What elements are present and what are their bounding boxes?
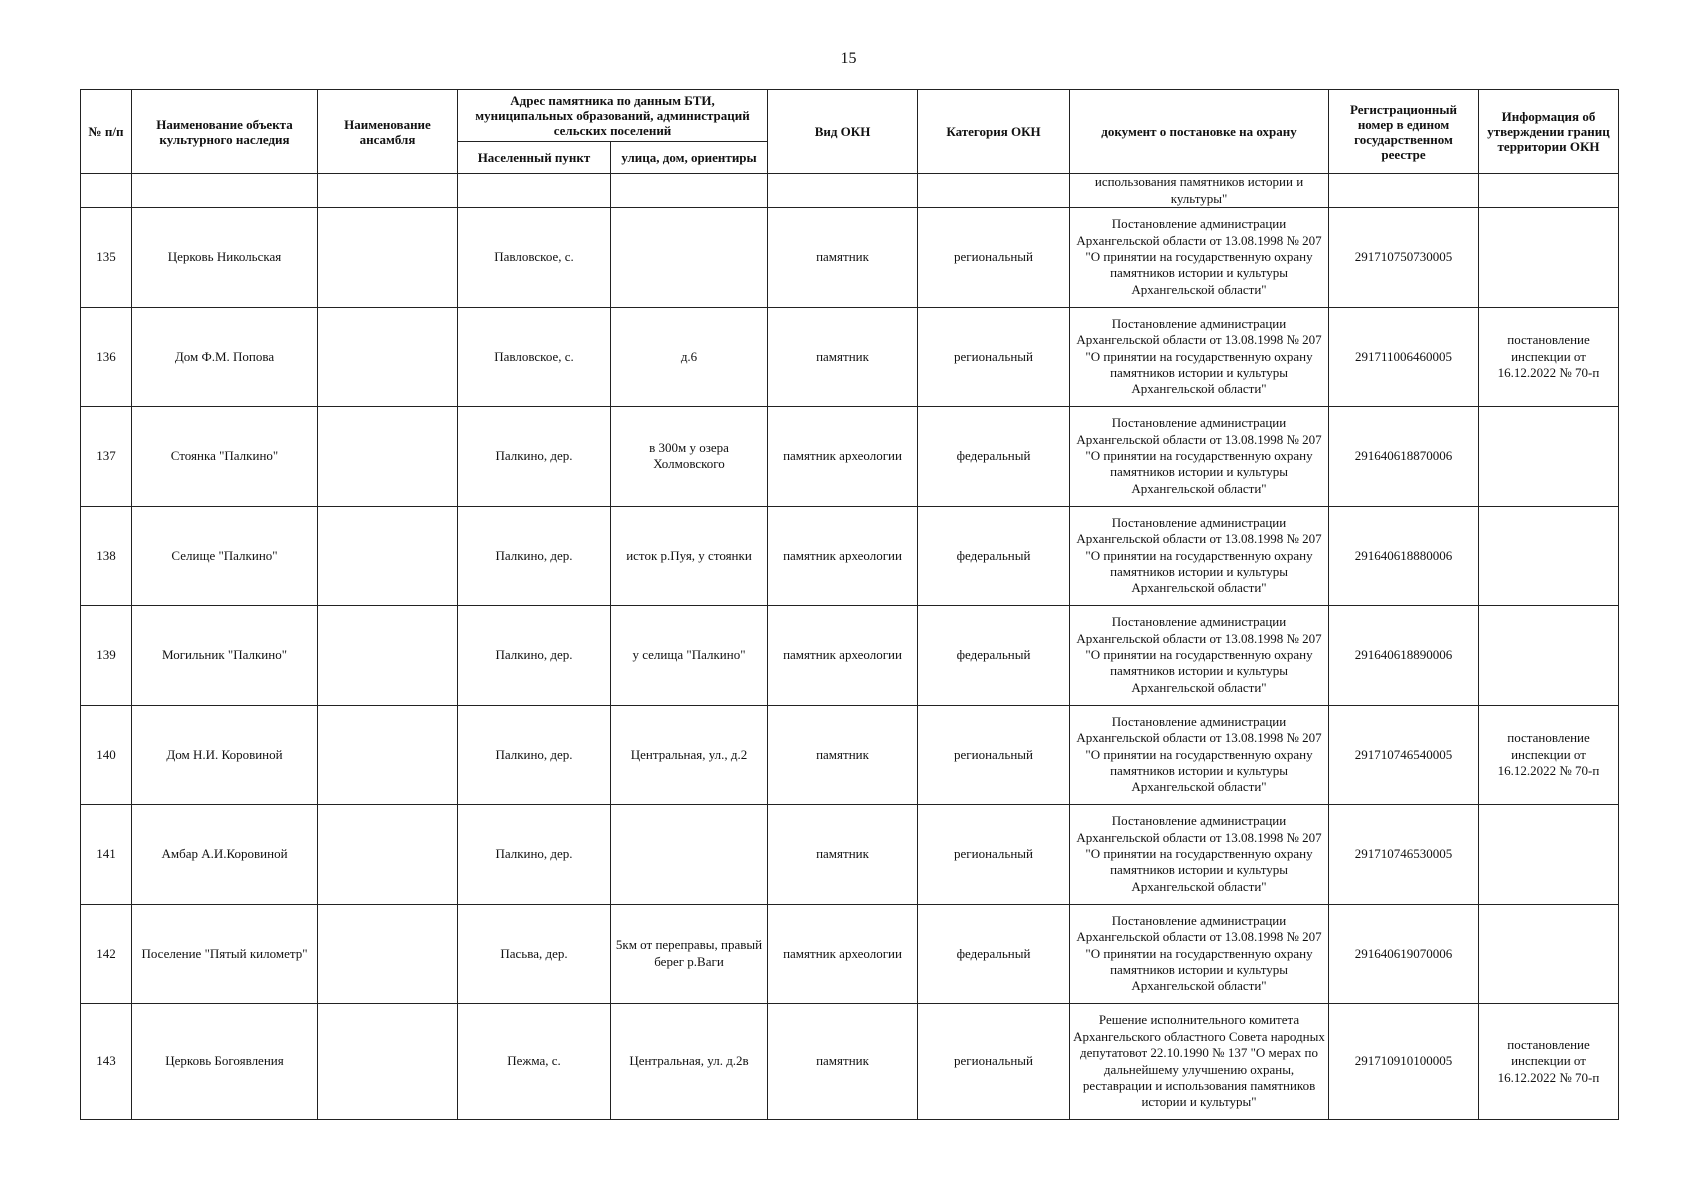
cell-category: региональный (918, 208, 1070, 308)
cell-street (611, 208, 768, 308)
cell-settlement: Павловское, с. (458, 208, 611, 308)
cell-num: 140 (81, 705, 132, 805)
cell-reg-number: 291710746540005 (1329, 705, 1479, 805)
cell-document: Постановление администрации Архангельской области от 13.08.1998 № 207 "О принятии на государственную охрану памятников истории и культуры Архангельской области" (1070, 705, 1329, 805)
cell-type: памятник археологии (768, 407, 918, 507)
cell-reg-number: 291640619070006 (1329, 904, 1479, 1004)
cell-document: Постановление администрации Архангельской области от 13.08.1998 № 207 "О принятии на государственную охрану памятников истории и культуры Архангельской области" (1070, 506, 1329, 606)
cell-street (611, 174, 768, 208)
cell-street: у селища "Палкино" (611, 606, 768, 706)
cell-category: федеральный (918, 904, 1070, 1004)
cell-ensemble (318, 174, 458, 208)
cell-num: 135 (81, 208, 132, 308)
cell-settlement: Палкино, дер. (458, 606, 611, 706)
cell-num: 142 (81, 904, 132, 1004)
cell-street: в 300м у озера Холмовского (611, 407, 768, 507)
cell-num: 143 (81, 1004, 132, 1120)
cell-settlement: Пежма, с. (458, 1004, 611, 1120)
cell-settlement: Палкино, дер. (458, 805, 611, 905)
cell-name (132, 174, 318, 208)
cell-document: Постановление администрации Архангельской области от 13.08.1998 № 207 "О принятии на государственную охрану памятников истории и культуры Архангельской области" (1070, 606, 1329, 706)
header-street: улица, дом, ориентиры (611, 142, 768, 174)
cell-name: Стоянка "Палкино" (132, 407, 318, 507)
cell-street: исток р.Пуя, у стоянки (611, 506, 768, 606)
cell-name: Амбар А.И.Коровиной (132, 805, 318, 905)
cell-category: региональный (918, 705, 1070, 805)
table-body (81, 174, 1619, 1120)
cell-category: региональный (918, 805, 1070, 905)
header-category: Категория ОКН (918, 90, 1070, 174)
cell-name: Селище "Палкино" (132, 506, 318, 606)
cell-reg-number: 291710910100005 (1329, 1004, 1479, 1120)
header-settlement: Населенный пункт (458, 142, 611, 174)
cell-category: федеральный (918, 606, 1070, 706)
cell-document: Постановление администрации Архангельской области от 13.08.1998 № 207 "О принятии на государственную охрану памятников истории и культуры Архангельской области" (1070, 904, 1329, 1004)
cell-settlement: Палкино, дер. (458, 407, 611, 507)
cell-type: памятник (768, 805, 918, 905)
cell-reg-number: 291640618890006 (1329, 606, 1479, 706)
cell-boundaries: постановление инспекции от 16.12.2022 № 70-п (1479, 307, 1619, 407)
cell-name: Поселение "Пятый километр" (132, 904, 318, 1004)
cell-name: Церковь Никольская (132, 208, 318, 308)
cell-type: памятник археологии (768, 506, 918, 606)
cell-category: региональный (918, 1004, 1070, 1120)
cell-type: памятник (768, 208, 918, 308)
cell-street: д.6 (611, 307, 768, 407)
page-number: 15 (840, 50, 857, 67)
header-document: документ о постановке на охрану (1070, 90, 1329, 174)
cell-category: региональный (918, 307, 1070, 407)
cell-reg-number: 291711006460005 (1329, 307, 1479, 407)
cell-num: 138 (81, 506, 132, 606)
cell-type: памятник археологии (768, 606, 918, 706)
cell-type: памятник (768, 705, 918, 805)
cell-street: Центральная, ул. д.2в (611, 1004, 768, 1120)
cell-reg-number: 291640618870006 (1329, 407, 1479, 507)
cell-street (611, 805, 768, 905)
cell-num: 139 (81, 606, 132, 706)
table-row (81, 805, 1619, 905)
cell-type (768, 174, 918, 208)
cell-reg-number (1329, 174, 1479, 208)
cell-reg-number: 291710746530005 (1329, 805, 1479, 905)
cell-category: федеральный (918, 506, 1070, 606)
cell-boundaries (1479, 407, 1619, 507)
cell-ensemble (318, 606, 458, 706)
cell-boundaries (1479, 904, 1619, 1004)
header-ensemble: Наименование ансамбля (318, 90, 458, 174)
header-reg-number: Регистрационный номер в едином государственном реестре (1329, 90, 1479, 174)
cell-boundaries (1479, 606, 1619, 706)
table-row (81, 606, 1619, 706)
cell-document: использования памятников истории и культуры" (1070, 174, 1329, 208)
cell-document: Постановление администрации Архангельской области от 13.08.1998 № 207 "О принятии на государственную охрану памятников истории и культуры Архангельской области" (1070, 407, 1329, 507)
header-type: Вид ОКН (768, 90, 918, 174)
table-row (81, 1004, 1619, 1120)
table-row (81, 307, 1619, 407)
cell-category: федеральный (918, 407, 1070, 507)
cell-ensemble (318, 208, 458, 308)
cell-document: Постановление администрации Архангельской области от 13.08.1998 № 207 "О принятии на государственную охрану памятников истории и культуры Архангельской области" (1070, 805, 1329, 905)
cell-category (918, 174, 1070, 208)
table-header (81, 90, 1619, 174)
cell-boundaries (1479, 174, 1619, 208)
cell-ensemble (318, 506, 458, 606)
cell-ensemble (318, 904, 458, 1004)
table-row (81, 904, 1619, 1004)
cell-settlement: Палкино, дер. (458, 506, 611, 606)
table-row-continuation (81, 174, 1619, 208)
cell-settlement: Пасьва, дер. (458, 904, 611, 1004)
cell-type: памятник (768, 307, 918, 407)
table-row (81, 705, 1619, 805)
header-address-group: Адрес памятника по данным БТИ, муниципальных образований, администраций сельских поселений (458, 90, 768, 142)
cell-num: 136 (81, 307, 132, 407)
cell-settlement: Павловское, с. (458, 307, 611, 407)
cell-num: 137 (81, 407, 132, 507)
cell-boundaries: постановление инспекции от 16.12.2022 № 70-п (1479, 705, 1619, 805)
cell-street: 5км от переправы, правый берег р.Ваги (611, 904, 768, 1004)
cell-name: Дом Ф.М. Попова (132, 307, 318, 407)
table-row (81, 407, 1619, 507)
cell-document: Постановление администрации Архангельской области от 13.08.1998 № 207 "О принятии на государственную охрану памятников истории и культуры Архангельской области" (1070, 307, 1329, 407)
cell-ensemble (318, 1004, 458, 1120)
cell-reg-number: 291640618880006 (1329, 506, 1479, 606)
header-num: № п/п (81, 90, 132, 174)
cell-type: памятник (768, 1004, 918, 1120)
cell-name: Дом Н.И. Коровиной (132, 705, 318, 805)
cell-settlement (458, 174, 611, 208)
cell-boundaries (1479, 805, 1619, 905)
cell-ensemble (318, 805, 458, 905)
table-row (81, 208, 1619, 308)
header-name: Наименование объекта культурного наследия (132, 90, 318, 174)
heritage-registry-table (80, 89, 1619, 1120)
cell-document: Постановление администрации Архангельской области от 13.08.1998 № 207 "О принятии на государственную охрану памятников истории и культуры Архангельской области" (1070, 208, 1329, 308)
cell-boundaries (1479, 506, 1619, 606)
cell-street: Центральная, ул., д.2 (611, 705, 768, 805)
cell-ensemble (318, 407, 458, 507)
cell-name: Церковь Богоявления (132, 1004, 318, 1120)
cell-type: памятник археологии (768, 904, 918, 1004)
cell-document: Решение исполнительного комитета Архангельского областного Совета народных депутатовот 22.10.1990 № 137 "О мерах по дальнейшему улучшению охраны, реставрации и использования памятников истории и культуры" (1070, 1004, 1329, 1120)
cell-num (81, 174, 132, 208)
cell-name: Могильник "Палкино" (132, 606, 318, 706)
cell-ensemble (318, 307, 458, 407)
cell-num: 141 (81, 805, 132, 905)
cell-boundaries (1479, 208, 1619, 308)
cell-ensemble (318, 705, 458, 805)
cell-reg-number: 291710750730005 (1329, 208, 1479, 308)
header-boundaries: Информация об утверждении границ территории ОКН (1479, 90, 1619, 174)
cell-boundaries: постановление инспекции от 16.12.2022 № 70-п (1479, 1004, 1619, 1120)
table-row (81, 506, 1619, 606)
cell-settlement: Палкино, дер. (458, 705, 611, 805)
